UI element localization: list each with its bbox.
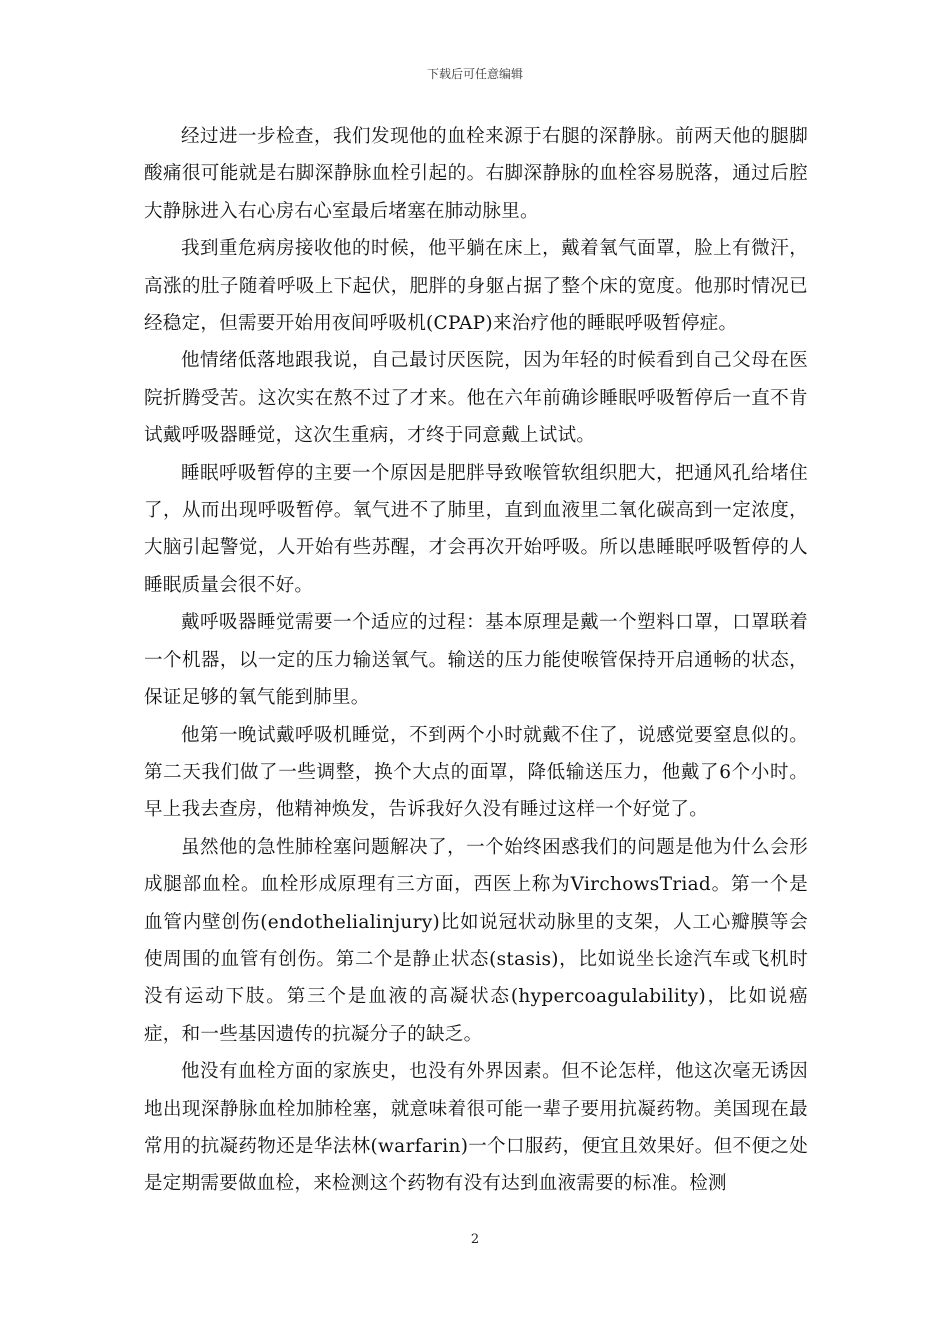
paragraph-6: 他第一晚试戴呼吸机睡觉，不到两个小时就戴不住了，说感觉要窒息似的。第二天我们做了一些调整，换个大点的面罩，降低输送压力，他戴了6个小时。早上我去查房，他精神焕发，告诉我好久没有睡过这样一个好觉了。: [144, 724, 808, 821]
paragraph-1: 经过进一步检查，我们发现他的血栓来源于右腿的深静脉。前两天他的腿脚酸痛很可能就是右脚深静脉血栓引起的。右脚深静脉的血栓容易脱落，通过后腔大静脉进入右心房右心室最后堵塞在肺动脉里。: [144, 126, 808, 222]
paragraph-3: 他情绪低落地跟我说，自己最讨厌医院，因为年轻的时候看到自己父母在医院折腾受苦。这次实在熬不过了才来。他在六年前确诊睡眠呼吸暂停后一直不肯试戴呼吸器睡觉，这次生重病，才终于同意戴上试试。: [144, 350, 808, 447]
paragraph-2: 我到重危病房接收他的时候，他平躺在床上，戴着氧气面罩，脸上有微汗，高涨的肚子随着呼吸上下起伏，肥胖的身躯占据了整个床的宽度。他那时情况已经稳定，但需要开始用夜间呼吸机(CPAP)来治疗他的睡眠呼吸暂停症。: [144, 238, 808, 335]
page-number: 2: [470, 1232, 480, 1247]
paragraph-8: 他没有血栓方面的家族史，也没有外界因素。但不论怎样，他这次毫无诱因地出现深静脉血栓加肺栓塞，就意味着很可能一辈子要用抗凝药物。美国现在最常用的抗凝药物还是华法林(warfarin)一个口服药，便宜且效果好。但不便之处是定期需要做血检，来检测这个药物有没有达到血液需要的标准。检测: [144, 1061, 808, 1195]
paragraph-5: 戴呼吸器睡觉需要一个适应的过程：基本原理是戴一个塑料口罩，口罩联着一个机器，以一定的压力输送氧气。输送的压力能使喉管保持开启通畅的状态，保证足够的氧气能到肺里。: [144, 612, 808, 709]
document-body: [144, 118, 808, 1203]
paragraph-7: 虽然他的急性肺栓塞问题解决了，一个始终困惑我们的问题是他为什么会形成腿部血栓。血栓形成原理有三方面，西医上称为VirchowsTriad。第一个是血管内壁创伤(endothelialinjury)比如说冠状动脉里的支架，人工心瓣膜等会使周围的血管有创伤。第二个是静止状态(stasis)，比如说坐长途汽车或飞机时没有运动下肢。第三个是血液的高凝状态(hypercoagulability)，比如说癌症，和一些基因遗传的抗凝分子的缺乏。: [144, 836, 808, 1045]
page-header: 下载后可任意编辑: [426, 67, 523, 81]
paragraph-4: 睡眠呼吸暂停的主要一个原因是肥胖导致喉管软组织肥大，把通风孔给堵住了，从而出现呼吸暂停。氧气进不了肺里，直到血液里二氧化碳高到一定浓度，大脑引起警觉，人开始有些苏醒，才会再次开始呼吸。所以患睡眠呼吸暂停的人睡眠质量会很不好。: [144, 462, 808, 596]
